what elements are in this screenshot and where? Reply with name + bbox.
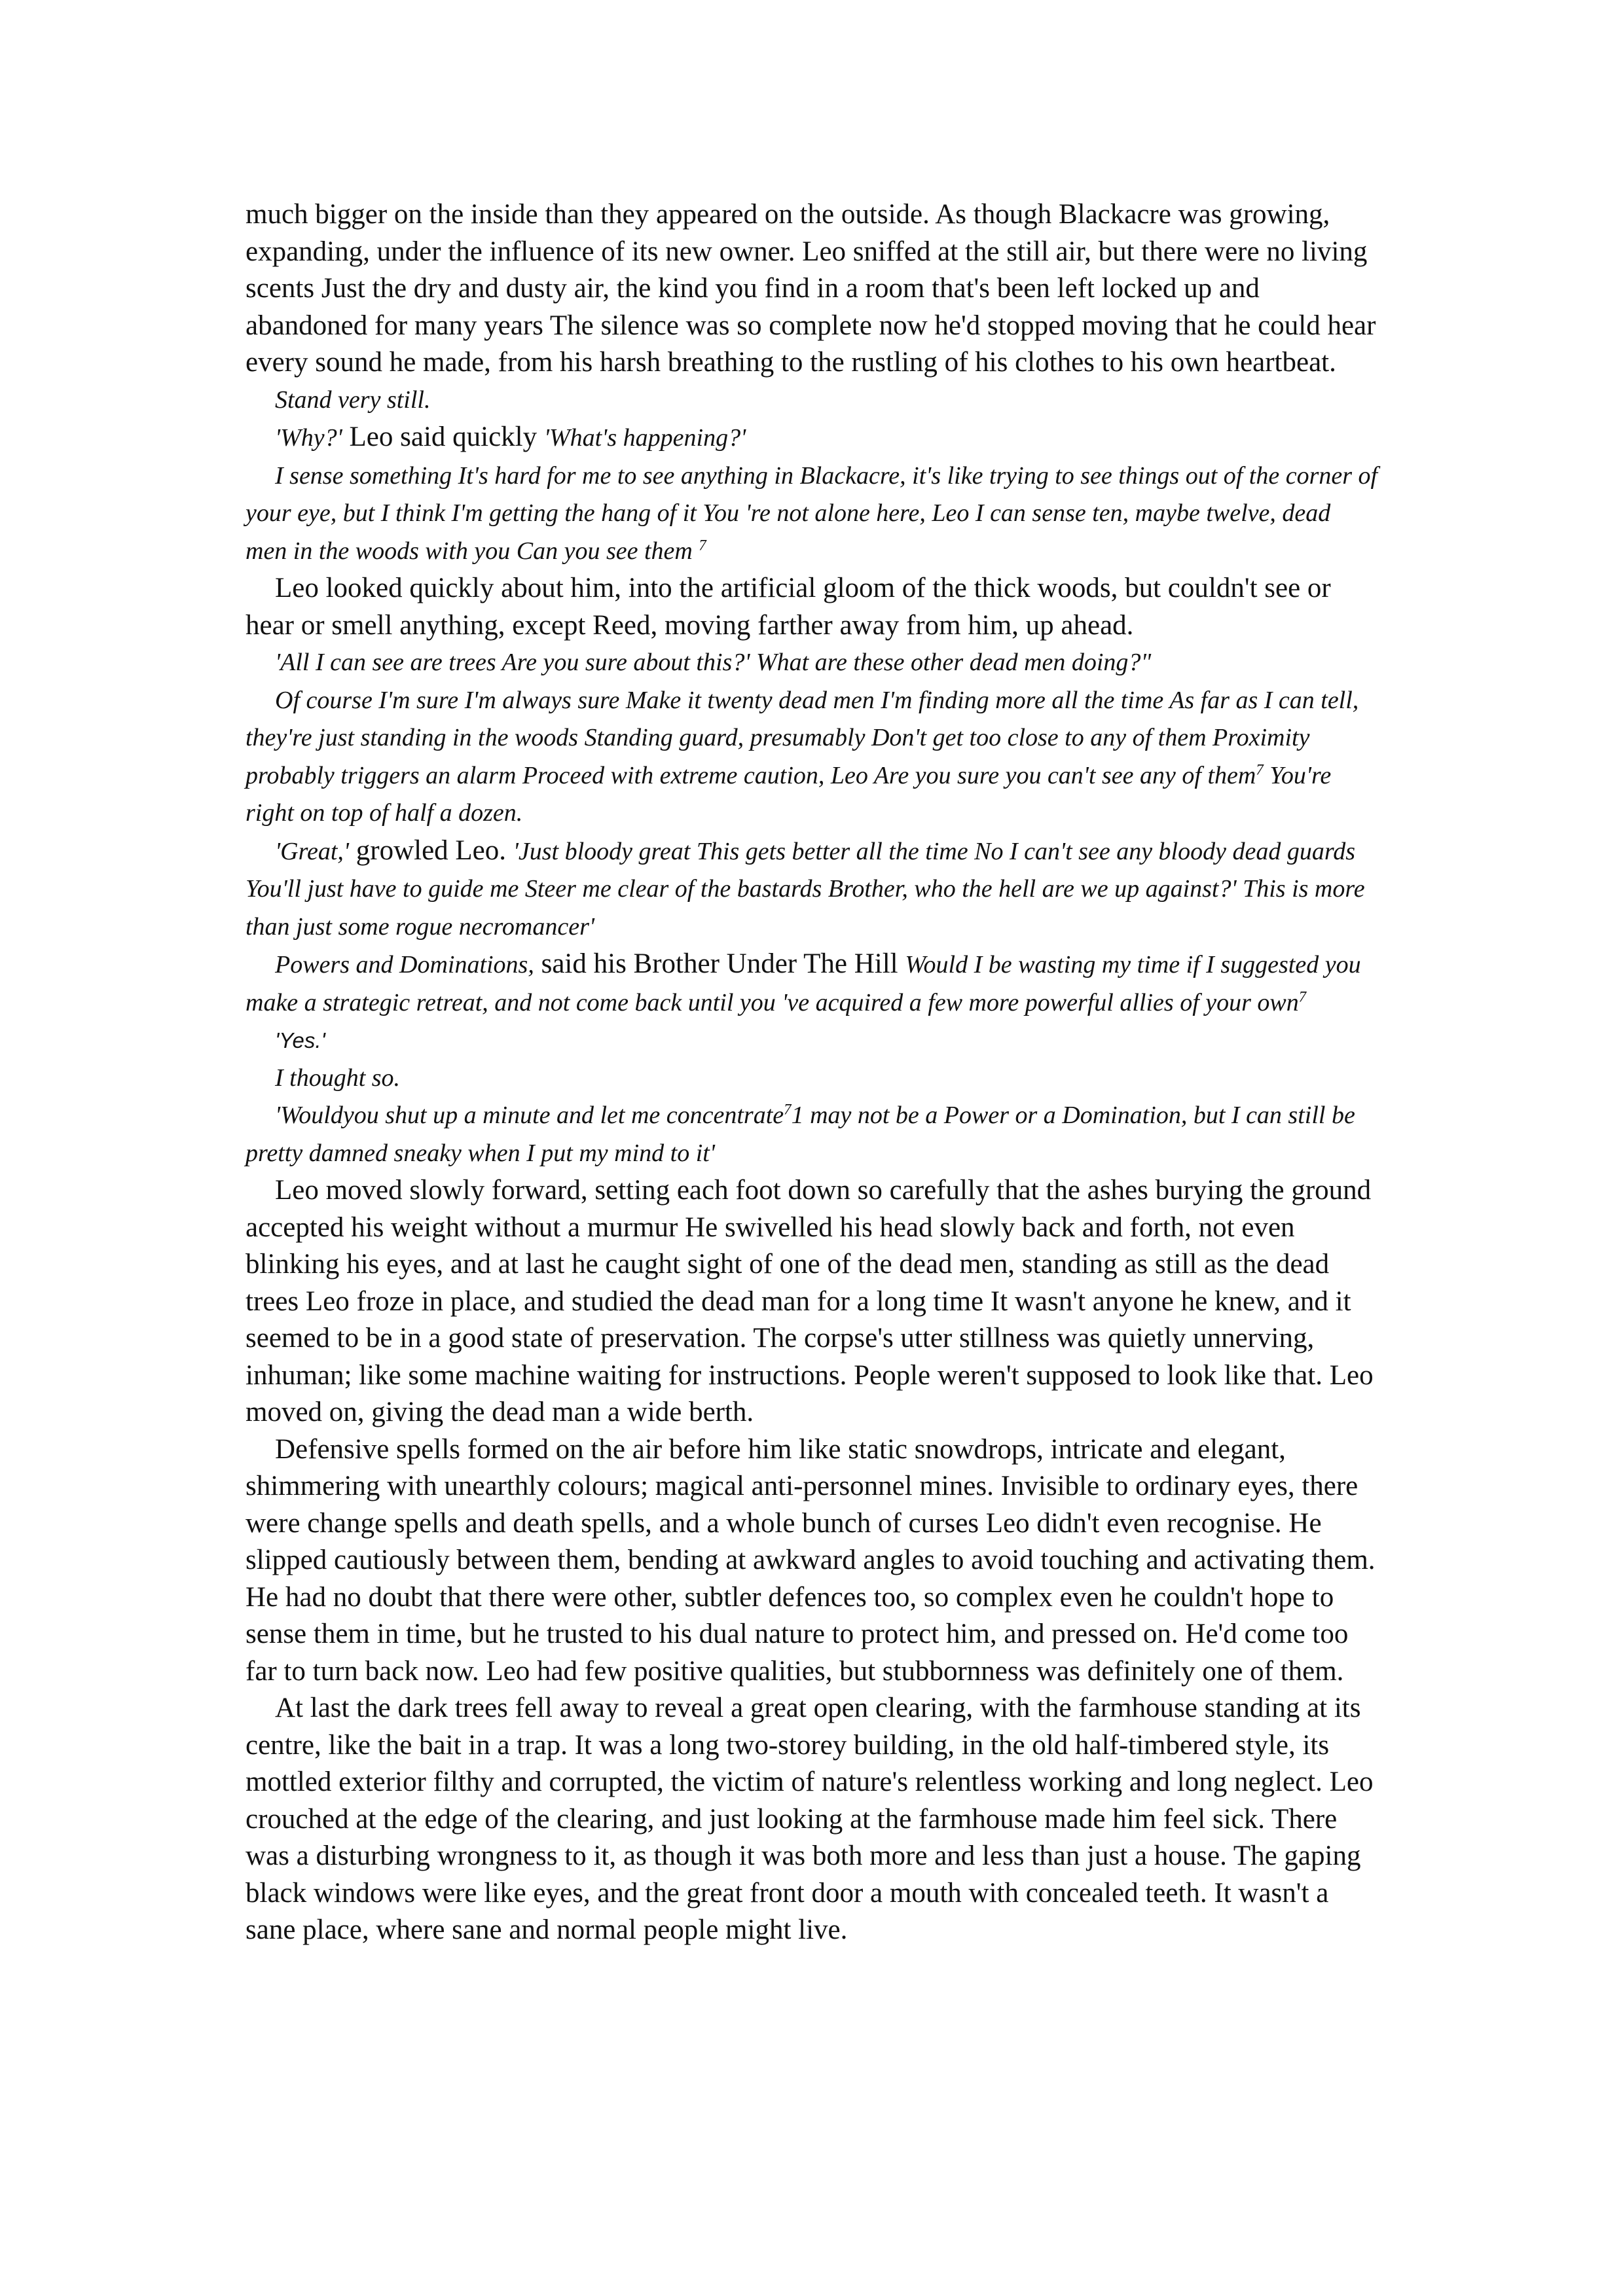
text-run: At last the dark trees fell away to reveal a great open clearing, with the farmhouse standing at its centre, like the bait in a trap. It was a long two-storey building, in the old half-timbered style, its mottled exterior filthy and corrupted, the victim of nature's relentless working and long neglect. Leo crouched at the edge of the clearing, and just looking at the farmhouse made him feel sick. There was a disturbing wrongness to it, as though it was both more and less than just a house. The gaping black windows were like eyes, and the great front door a mouth with concealed teeth. It wasn't a sane place, where sane and normal people might live.: [246, 1693, 1374, 1945]
text-run: 'Great,': [275, 837, 349, 865]
text-run: Of course I'm sure I'm always sure Make it twenty dead men I'm finding more all the time As far as I can tell, they're just standing in the woods Standing guard, presumably Don't get too close to any of them Proximity probably triggers an alarm Proceed with extreme caution, Leo Are you sure you can't see any of them: [246, 686, 1359, 789]
paragraph-9: [246, 946, 1378, 1022]
text-run: 'Yes.': [275, 1028, 325, 1052]
paragraph-12: [246, 1097, 1378, 1172]
text-run: Defensive spells formed on the air before him like static snowdrops, intricate and elegant, shimmering with unearthly colours; magical anti-personnel mines. Invisible to ordinary eyes, there were change spells and death spells, and a whole bunch of curses Leo didn't even recognise. He slipped cautiously between them, bending at awkward angles to avoid touching and activating them. He had no doubt that there were other, subtler defences too, so complex even he couldn't hope to sense them in time, but he trusted to his dual nature to protect him, and pressed on. He'd come too far to turn back now. Leo had few positive qualities, but stubbornness was definitely one of them.: [246, 1433, 1376, 1687]
text-run: 'Just bloody great This gets better all the time No I can't see any bloody dead guards You'll just have to guide me Steer me clear of the bastards Brother, who the hell are we up against?' This is more than just some rogue necromancer': [246, 837, 1365, 941]
text-run: 'What's happening?': [543, 424, 746, 452]
paragraph-11: [246, 1060, 1378, 1098]
paragraph-4: [246, 457, 1378, 571]
text-run: growled Leo.: [349, 834, 513, 866]
text-run: said his Brother Under The Hill: [534, 948, 905, 979]
text-run: much bigger on the inside than they appeared on the outside. As though Blackacre was growing, expanding, under the influence of its new owner. Leo sniffed at the still air, but there were no living scents Just the dry and dusty air, the kind you find in a room that's been left locked up and abandoned for many years The silence was so complete now he'd stopped moving that he could hear every sound he made, from his harsh breathing to the rustling of his clothes to his own heartbeat.: [246, 199, 1376, 378]
paragraph-3: [246, 419, 1378, 457]
paragraph-7: [246, 682, 1378, 833]
text-run: Leo said quickly: [342, 422, 544, 452]
paragraph-14: [246, 1431, 1378, 1691]
paragraph-1: [246, 196, 1378, 382]
text-run: Would I be wasting my time if I suggested you make a strategic retreat, and not come back until you 've acquired a few more powerful allies of your own: [246, 951, 1361, 1016]
paragraph-10: [246, 1022, 1378, 1060]
text-run: 7: [784, 1101, 792, 1118]
paragraph-5: [246, 570, 1378, 644]
text-run: Leo looked quickly about him, into the artificial gloom of the thick woods, but couldn't see or hear or smell anything, except Reed, moving farther away from him, up ahead.: [246, 573, 1331, 641]
paragraph-8: [246, 833, 1378, 946]
text-run: Leo moved slowly forward, setting each foot down so carefully that the ashes burying the ground accepted his weight without a murmur He swivelled his head slowly back and forth, not even blinking his eyes, and at last he caught sight of one of the dead men, standing as still as the dead trees Leo froze in place, and studied the dead man for a long time It wasn't anyone he knew, and it seemed to be in a good state of preservation. The corpse's utter stillness was quietly unnerving, inhuman; like some machine waiting for instructions. People weren't supposed to look like that. Leo moved on, giving the dead man a wide berth.: [246, 1175, 1374, 1427]
text-run: 7: [1298, 988, 1307, 1005]
text-run: Powers and Dominations,: [275, 951, 534, 978]
paragraph-2: [246, 382, 1378, 420]
paragraph-6: [246, 644, 1378, 682]
paragraph-13: [246, 1172, 1378, 1431]
text-run: Stand very still.: [275, 386, 431, 414]
text-run: 7: [699, 536, 706, 553]
page-body: [246, 196, 1378, 1949]
paragraph-15: [246, 1690, 1378, 1949]
text-run: You're right on top of half a dozen.: [246, 761, 1332, 827]
text-run: I thought so.: [275, 1064, 401, 1092]
text-run: 7: [1256, 761, 1264, 778]
text-run: 'All I can see are trees Are you sure about this?' What are these other dead men doing?": [275, 649, 1152, 676]
text-run: 'Wouldyou shut up a minute and let me concentrate: [275, 1102, 784, 1129]
text-run: 'Why?': [275, 424, 342, 452]
text-run: I sense something It's hard for me to see anything in Blackacre, it's like trying to see things out of the corner of your eye, but I think I'm getting the hang of it You 're not alone here, Leo I can sense ten, maybe twelve, dead men in the woods with you Can you see them: [246, 461, 1378, 565]
text-run: 1 may not be a Power or a Domination, but I can still be pretty damned sneaky when I put my mind to it': [246, 1102, 1355, 1167]
